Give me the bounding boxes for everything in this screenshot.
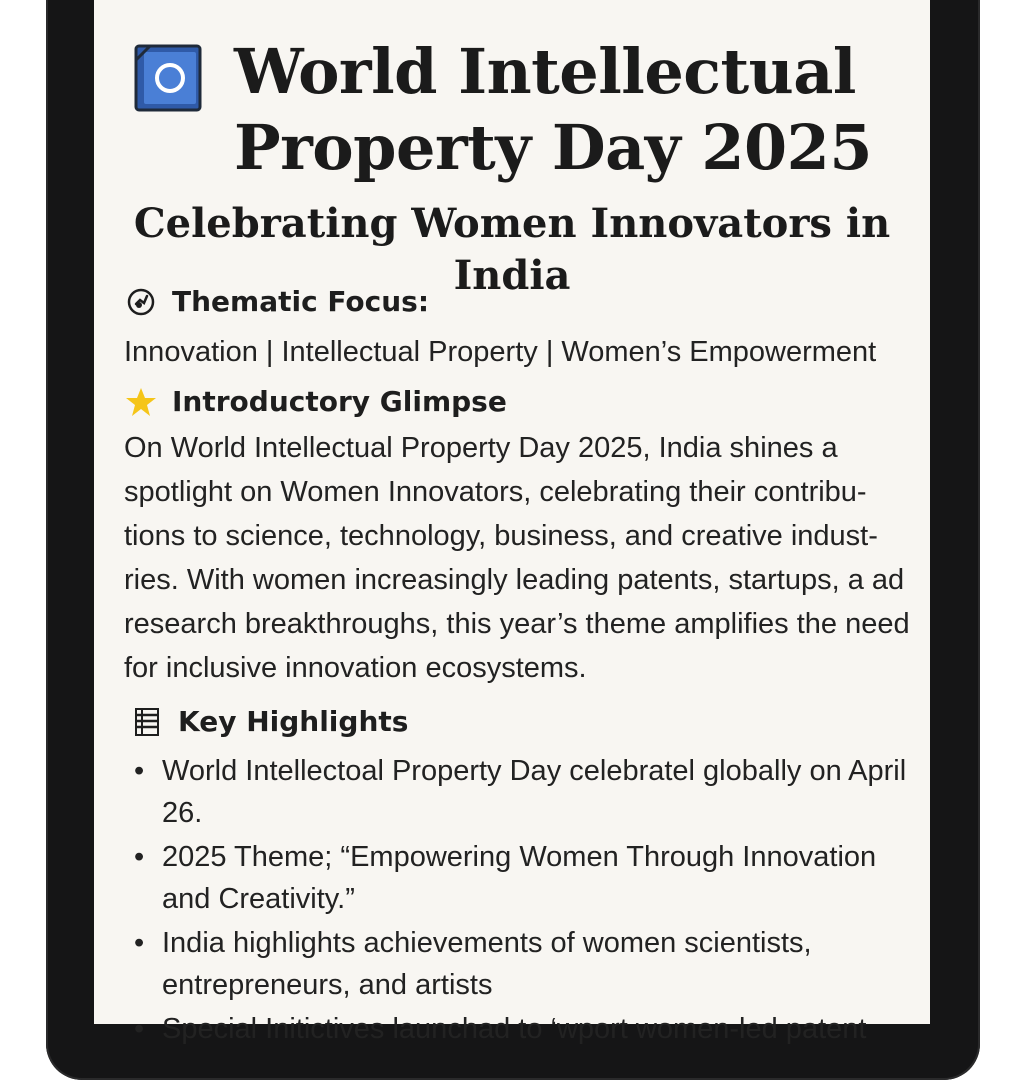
article-screen[interactable]	[94, 0, 930, 1045]
blue-document-icon	[132, 42, 204, 114]
key-highlights-label: Key Highlights	[178, 705, 409, 738]
article-header	[94, 34, 930, 194]
list-item-text: Special Initictives launchad to ‘wport women-led patent	[162, 1013, 867, 1045]
key-highlights-section	[124, 704, 914, 1052]
introductory-glimpse-label: Introductory Glimpse	[172, 385, 507, 418]
list-item	[124, 836, 914, 920]
introductory-glimpse-heading	[124, 384, 914, 420]
page-subtitle: Celebrating Women Innovators in India	[133, 200, 891, 299]
list-item	[124, 922, 914, 1006]
list-item-text: 2025 Theme; “Empowering Women Through Innovation and Creativity.”	[162, 841, 877, 915]
thematic-focus-section	[124, 284, 914, 374]
list-item	[124, 750, 914, 834]
bullet-icon: •	[134, 1013, 145, 1045]
key-highlights-heading	[124, 704, 914, 740]
thematic-focus-label: Thematic Focus:	[172, 285, 430, 318]
list-icon	[130, 705, 164, 739]
introductory-glimpse-text: On World Intellectual Property Day 2025, India shines a spotlight on Women Innovators, celebrating their contribu- tions to science, technology, business, and creative indust- ries. With women increasingly leading patents, startups, a ad research breakthroughs, this year’s theme amplifies the need for inclusive innovation ecosystems.	[124, 432, 910, 684]
bullet-icon: •	[134, 927, 145, 959]
bullet-icon: •	[134, 755, 145, 787]
focus-target-icon	[124, 285, 158, 319]
list-item	[124, 1008, 914, 1050]
list-item-text: India highlights achievements of women scientists, entrepreneurs, and artists	[162, 927, 812, 1001]
highlights-list	[124, 750, 914, 1050]
page-title: World Intellectual Property Day 2025	[234, 35, 872, 184]
star-icon	[124, 385, 158, 419]
thematic-focus-heading	[124, 284, 914, 320]
introductory-glimpse-section	[124, 384, 914, 690]
bullet-icon: •	[134, 841, 145, 873]
thematic-focus-text: Innovation | Intellectual Property | Women’s Empowerment	[124, 336, 877, 368]
list-item-text: World Intellectoal Property Day celebratel globally on April 26.	[162, 755, 907, 829]
